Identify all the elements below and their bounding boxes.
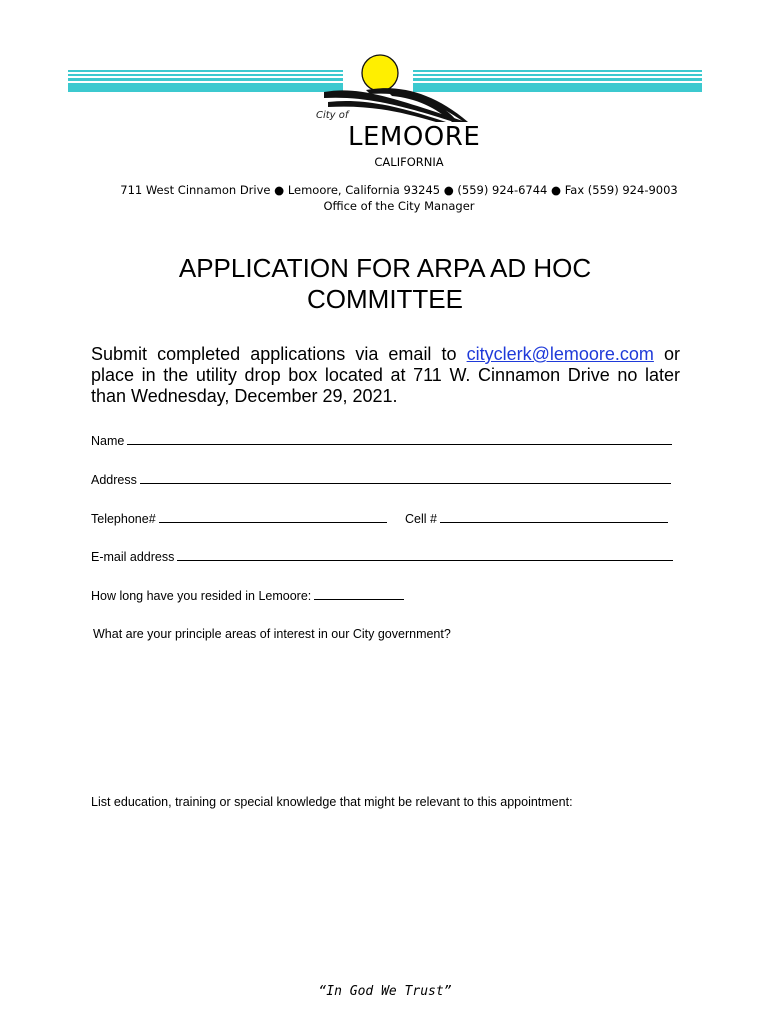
- office-label: Office of the City Manager: [323, 199, 475, 213]
- address-label: Address: [91, 473, 137, 487]
- telephone-line[interactable]: [159, 510, 387, 523]
- sun-icon: [362, 55, 398, 91]
- cell-line[interactable]: [440, 510, 668, 523]
- city-of-label: City of: [316, 110, 349, 121]
- email-line[interactable]: [177, 548, 673, 561]
- telephone-field[interactable]: [91, 510, 387, 526]
- address-field[interactable]: [91, 471, 671, 487]
- residence-line[interactable]: [314, 587, 404, 600]
- name-line[interactable]: [127, 432, 672, 445]
- title-line-2: COMMITTEE: [307, 284, 463, 314]
- cell-label: Cell #: [405, 512, 437, 526]
- page-title: [0, 253, 770, 315]
- name-label: Name: [91, 434, 125, 448]
- name-field[interactable]: [91, 432, 672, 448]
- education-question: List education, training or special knowledge that might be relevant to this appointment:: [91, 795, 573, 809]
- email-field[interactable]: [91, 548, 673, 564]
- footer-motto: “In God We Trust”: [318, 984, 452, 999]
- email-label: E-mail address: [91, 550, 175, 564]
- residence-field[interactable]: [91, 587, 404, 603]
- contact-line: 711 West Cinnamon Drive ● Lemoore, California 93245 ● (559) 924-6744 ● Fax (559) 924-9003: [120, 183, 678, 197]
- interests-question: What are your principle areas of interest in our City government?: [93, 627, 451, 641]
- city-name: LEMOORE: [348, 122, 481, 152]
- email-link[interactable]: cityclerk@lemoore.com: [466, 344, 654, 364]
- telephone-label: Telephone#: [91, 512, 156, 526]
- instructions-before: Submit completed applications via email to: [91, 344, 467, 364]
- residence-label: How long have you resided in Lemoore:: [91, 589, 312, 603]
- title-line-1: APPLICATION FOR ARPA AD HOC: [178, 253, 592, 283]
- instructions-after: or place in the utility drop box located at 711 W. Cinnamon Drive no later than Wednesday, December 29, 2021.: [91, 344, 680, 406]
- address-line[interactable]: [140, 471, 671, 484]
- cell-field[interactable]: [405, 510, 668, 526]
- submission-instructions: [91, 344, 680, 407]
- state-label: CALIFORNIA: [374, 155, 444, 169]
